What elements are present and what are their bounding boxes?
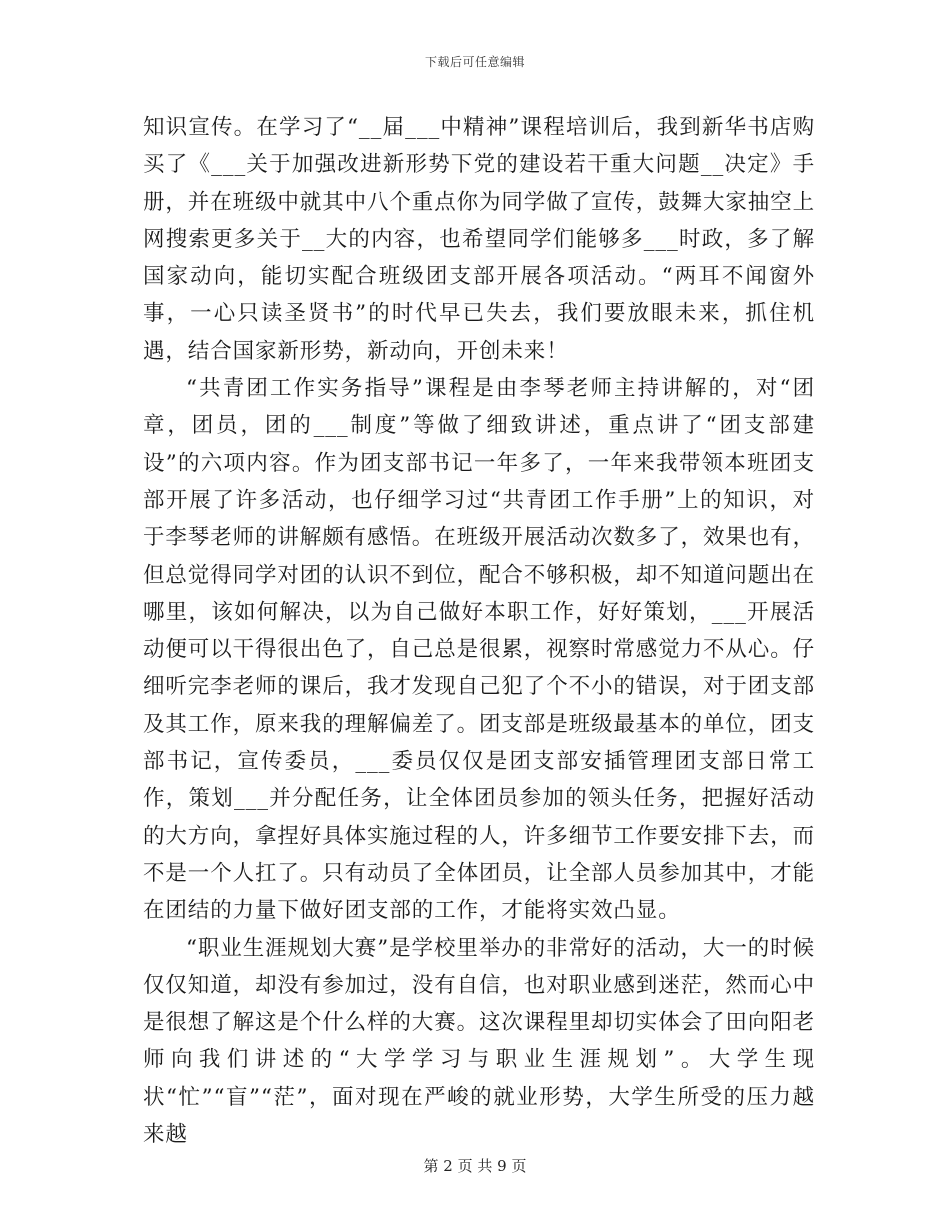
paragraph-1: 知识宣传。在学习了“__届___中精神”课程培训后，我到新华书店购买了《___关于加强改进新形势下党的建设若干重大问题__决定》手册，并在班级中就其中八个重点你为同学做了宣传，鼓舞大家抽空上网搜索更多关于__大的内容，也希望同学们能够多___时政，多了解国家动向，能切实配合班级团支部开展各项活动。“两耳不闻窗外事，一心只读圣贤书”的时代早已失去，我们要放眼未来，抓住机遇，结合国家新形势，新动向，开创未来！ <box>143 115 816 364</box>
document-body <box>143 109 815 1153</box>
paragraph-3: “职业生涯规划大赛”是学校里举办的非常好的活动，大一的时候仅仅知道，却没有参加过，没有自信，也对职业感到迷茫，然而心中是很想了解这是个什么样的大赛。这次课程里却切实体会了田向阳老师向我们讲述的“大学学习与职业生涯规划”。大学生现状“忙”“盲”“茫”，面对现在严峻的就业形势，大学生所受的压力越来越 <box>143 935 816 1148</box>
page-header-note: 下载后可任意编辑 <box>424 55 525 69</box>
page-number: 第 2 页 共 9 页 <box>423 1157 527 1175</box>
paragraph-2: “共青团工作实务指导”课程是由李琴老师主持讲解的，对“团章，团员，团的___制度”等做了细致讲述，重点讲了“团支部建设”的六项内容。作为团支部书记一年多了，一年来我带领本班团支部开展了许多活动，也仔细学习过“共青团工作手册”上的知识，对于李琴老师的讲解颇有感悟。在班级开展活动次数多了，效果也有，但总觉得同学对团的认识不到位，配合不够积极，却不知道问题出在哪里，该如何解决，以为自己做好本职工作，好好策划，___开展活动便可以干得很出色了，自己总是很累，视察时常感觉力不从心。仔细听完李老师的课后，我才发现自己犯了个不小的错误，对于团支部及其工作，原来我的理解偏差了。团支部是班级最基本的单位，团支部书记，宣传委员，___委员仅仅是团支部安插管理团支部日常工作，策划___并分配任务，让全体团员参加的领头任务，把握好活动的大方向，拿捏好具体实施过程的人，许多细节工作要安排下去，而不是一个人扛了。只有动员了全体团员，让全部人员参加其中，才能在团结的力量下做好团支部的工作，才能将实效凸显。 <box>143 376 816 924</box>
